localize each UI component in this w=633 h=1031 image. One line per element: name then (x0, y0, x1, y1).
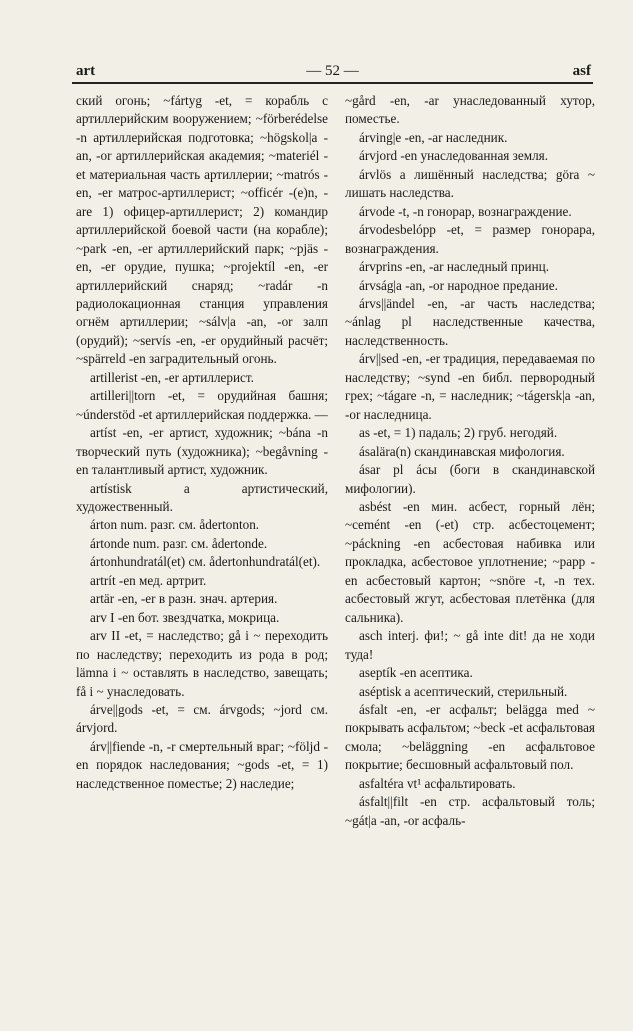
dictionary-entry: artíst -en, -er артист, художник; ~bána -n творческий путь (художника); ~begåvning -en талантливый артист, художник. (76, 425, 328, 478)
right-column (345, 92, 595, 830)
dictionary-entry: ásar pl áсы (боги в скандинавской мифологии). (345, 462, 595, 496)
dictionary-entry: arv II -et, = наследство; gå i ~ переходить по наследству; переходить из рода в род; lämna i ~ оставлять в наследство, завещать; få i ~ унаследовать. (76, 628, 328, 699)
dictionary-entry: ásfalt||filt -en стр. асфальтовый толь; ~gát|a -an, -or асфаль- (345, 794, 595, 828)
dictionary-entry: ~gård -en, -ar унаследованный хутор, поместье. (345, 93, 595, 127)
dictionary-entry: árvodesbelópp -et, = размер гонорара, вознаграждения. (345, 222, 595, 256)
left-column (76, 92, 328, 793)
dictionary-entry: artrít -en мед. артрит. (90, 572, 207, 588)
dictionary-entry: asfaltéra vt¹ асфальтировать. (359, 775, 516, 791)
guide-word-left: art (76, 63, 96, 79)
dictionary-entry: artär -en, -er в разн. знач. артерия. (90, 591, 278, 607)
dictionary-entry: ásfalt -en, -er асфальт; belägga med ~ покрывать асфальтом; ~beck -et асфальтовая смола; ~beläggning -en асфальтовое покрытие; бесшовный асфальтовый пол. (345, 701, 595, 773)
dictionary-entry: árving|e -en, -ar наследник. (359, 129, 508, 145)
dictionary-entry: aséptisk a асептический, стерильный. (359, 683, 568, 699)
dictionary-entry: árvság|a -an, -or народное предание. (359, 277, 558, 293)
dictionary-entry: asch interj. фи!; ~ gå inte dit! да не ходи туда! (345, 628, 595, 662)
dictionary-entry: artilleri||torn -et, = орудийная башня; ~únderstöd -et артиллерийская поддержка. — (76, 388, 328, 422)
dictionary-entry: aseptík -en асептика. (359, 665, 473, 681)
dictionary-entry: árvs||ändel -en, -ar часть наследства; ~ánlag pl наследственные качества, наследственность. (345, 295, 595, 348)
dictionary-entry: árvjord -en унаследованная земля. (359, 148, 549, 164)
dictionary-entry: árvode -t, -n гонорар, вознаграждение. (359, 203, 572, 219)
dictionary-entry: ártonde num. разг. см. ådertonde. (90, 535, 268, 551)
dictionary-entry: artillerist -en, -er артиллерист. (90, 369, 254, 385)
page-number: — 52 — (306, 63, 359, 79)
dictionary-entry: ártonhundratál(et) см. ådertonhundratál(et). (90, 554, 321, 570)
dictionary-entry: árton num. разг. см. ådertonton. (90, 517, 260, 533)
guide-word-right: asf (572, 63, 591, 79)
dictionary-entry: árvlös a лишённый наследства; göra ~ лишать наследства. (345, 166, 595, 201)
page-header (72, 58, 593, 84)
dictionary-entry: árv||sed -en, -er традиция, передаваемая по наследству; ~synd -en библ. первородный грех; ~tágare -n, = наследник; ~tágersk|a -an, -or наследница. (345, 351, 595, 422)
dictionary-entry: árve||gods -et, = см. árvgods; ~jord см. árvjord. (76, 701, 328, 736)
dictionary-entry: ásalära(n) скандинавская мифология. (359, 443, 565, 459)
dictionary-entry: as -et, = 1) падаль; 2) груб. негодяй. (359, 425, 558, 441)
dictionary-entry: árv||fiende -n, -r смертельный враг; ~följd -en порядок наследования; ~gods -et, = 1) наследственное поместье; 2) наследие; (76, 738, 328, 791)
dictionary-entry: árvprins -en, -ar наследный принц. (359, 259, 550, 275)
dictionary-entry: asbést -en мин. асбест, горный лён; ~cemént -en (-et) стр. асбестоцемент; ~páckning -en асбестовая набивка или прокладка, асбестовое уплотнение; ~papp -en асбестовый картон; ~snöre -t, -n тех. асбестовый жгут, асбестовая плетёнка (для сальника). (345, 498, 595, 625)
dictionary-entry: arv I -en бот. звездчатка, мокрица. (90, 609, 280, 625)
dictionary-entry: ский огонь; ~fártyg -et, = корабль с артиллерийским вооружением; ~förberédelse -n артиллерийская подготовка; ~högskol|a -an, -or артиллерийская академия; ~materiél -et материальная часть артиллерии; ~matrós -en, -er матрос-артиллерист; ~officér -(e)n, -are 1) офицер-артиллерист; 2) командир артиллерийской боевой части (на корабле); ~park -en, -er артиллерийский парк; ~pjäs -en, -er орудие, пушка; ~projektíl -en, -er артиллерийский снаряд; ~radár -n радиолокационная станция управления огнём артиллерии; ~sálv|a -an, -or залп (орудий); ~servís -en, -er орудийный расчёт; ~spärreld -en заградительный огонь. (76, 93, 328, 367)
dictionary-entry: artístisk a артистический, художественный. (76, 480, 328, 514)
